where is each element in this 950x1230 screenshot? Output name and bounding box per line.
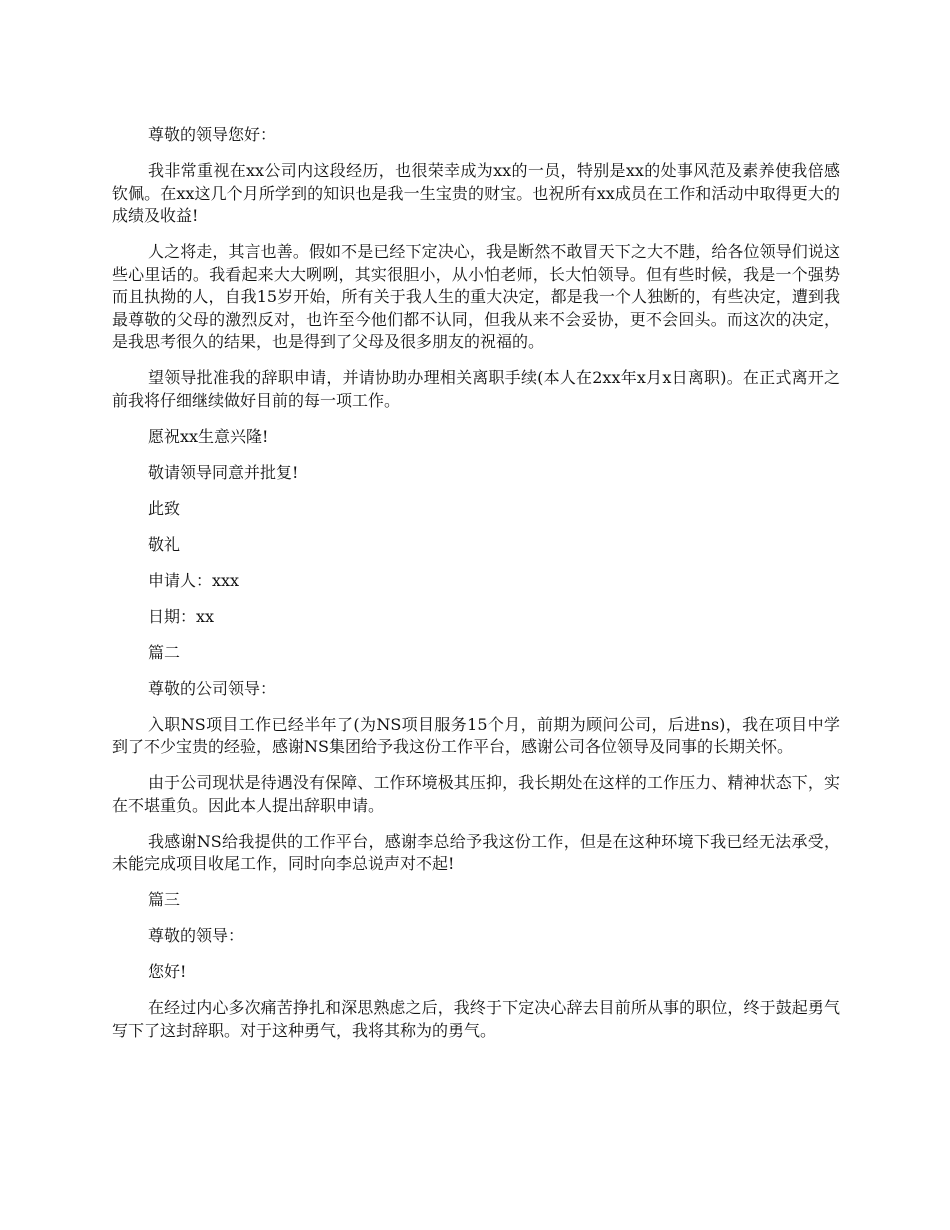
date-line: 日期：xx bbox=[148, 606, 215, 626]
document-page bbox=[112, 124, 840, 1056]
salutation: 尊敬的领导您好： bbox=[148, 125, 277, 144]
salutation: 尊敬的公司领导： bbox=[148, 678, 277, 698]
body-paragraph: 人之将走，其言也善。假如不是已经下定决心，我是断然不敢冒天下之大不韪，给各位领导们说这些心里话的。我看起来大大咧咧，其实很胆小，从小怕老师，长大怕领导。但有些时候，我是一个强势而且执拗的人，自我15岁开始，所有关于我人生的重大决定，都是我一个人独断的，有些决定，遭到我最尊敬的父母的激烈反对，也许至今他们都不认同，但我从来不会妥协，更不会回头。而这次的决定，是我思考很久的结果，也是得到了父母及很多朋友的祝福的。 bbox=[112, 242, 840, 351]
section-heading: 篇三 bbox=[148, 890, 181, 909]
body-paragraph: 望领导批准我的辞职申请，并请协助办理相关离职手续(本人在2xx年x月x日离职)。在正式离开之前我将仔细继续做好目前的每一项工作。 bbox=[112, 368, 840, 410]
section-heading: 篇二 bbox=[148, 642, 181, 662]
closing-line: 此致 bbox=[148, 498, 181, 518]
greeting-line: 您好! bbox=[148, 962, 187, 981]
salutation: 尊敬的领导： bbox=[148, 926, 245, 945]
applicant-line: 申请人：xxx bbox=[148, 570, 240, 590]
closing-line: 敬请领导同意并批复! bbox=[148, 462, 299, 482]
body-paragraph: 我非常重视在xx公司内这段经历，也很荣幸成为xx的一员，特别是xx的处事风范及素养使我倍感钦佩。在xx这几个月所学到的知识也是我一生宝贵的财宝。也祝所有xx成员在工作和活动中取得更大的成绩及收益! bbox=[112, 161, 840, 225]
body-paragraph: 由于公司现状是待遇没有保障、工作环境极其压抑，我长期处在这样的工作压力、精神状态下，实在不堪重负。因此本人提出辞职申请。 bbox=[112, 773, 840, 815]
body-paragraph: 我感谢NS给我提供的工作平台，感谢李总给予我这份工作，但是在这种环境下我已经无法承受，未能完成项目收尾工作，同时向李总说声对不起! bbox=[112, 831, 840, 873]
closing-line: 愿祝xx生意兴隆! bbox=[148, 426, 269, 446]
body-paragraph: 入职NS项目工作已经半年了(为NS项目服务15个月，前期为顾问公司，后进ns)，我在项目中学到了不少宝贵的经验，感谢NS集团给予我这份工作平台，感谢公司各位领导及同事的长期关怀。 bbox=[112, 714, 840, 756]
body-paragraph: 在经过内心多次痛苦挣扎和深思熟虑之后，我终于下定决心辞去目前所从事的职位，终于鼓起勇气写下了这封辞职。对于这种勇气，我将其称为的勇气。 bbox=[112, 998, 840, 1040]
closing-line: 敬礼 bbox=[148, 534, 181, 554]
